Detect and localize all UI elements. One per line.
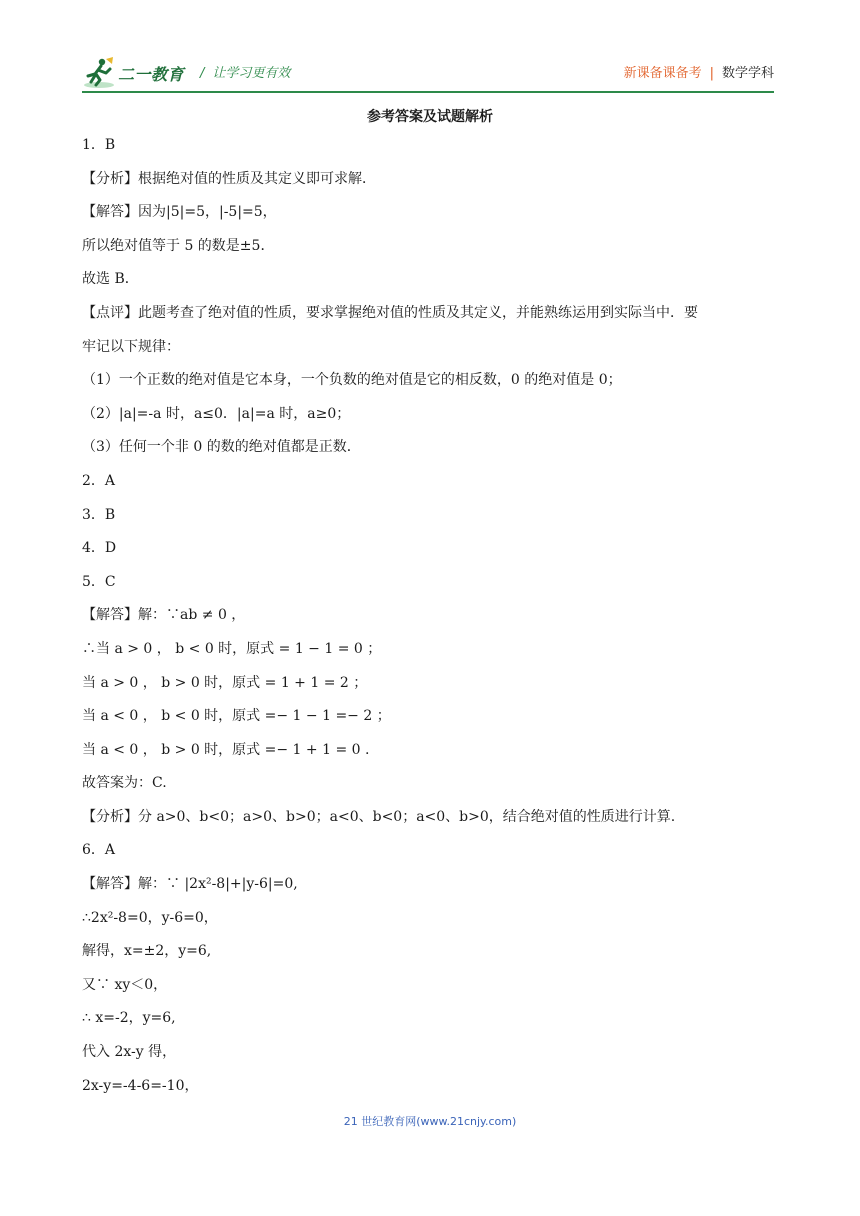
text-line: 2x-y=-4-6=-10， — [82, 1077, 199, 1094]
slogan-text: 让学习更有效 — [212, 66, 291, 81]
text-line: 故答案为：C. — [82, 775, 167, 792]
slogan-slash: / — [200, 66, 205, 81]
analysis-line: 【分析】根据绝对值的性质及其定义即可求解． — [82, 170, 376, 187]
header-course-label: 新课备课备考 — [623, 66, 702, 81]
answer-line: 5．C — [82, 573, 116, 590]
page-footer: 21 世纪教育网(www.21cnjy.com) — [343, 1115, 517, 1128]
case-line: ∴当 a > 0 ， b < 0 时，原式 = 1 − 1 = 0 ； — [82, 640, 382, 657]
rule-item: （1）一个正数的绝对值是它本身，一个负数的绝对值是它的相反数，0 的绝对值是 0； — [82, 372, 622, 389]
case-line: 当 a < 0 ， b < 0 时，原式 =− 1 − 1 =− 2 ； — [82, 708, 391, 725]
header-separator: | — [709, 66, 714, 81]
text-line: ∴ x=-2，y=6, — [82, 1010, 176, 1027]
text-line: 解得，x=±2，y=6, — [82, 943, 212, 960]
header-right — [624, 62, 774, 81]
case-line: 当 a > 0 ， b > 0 时，原式 = 1 + 1 = 2 ； — [82, 674, 368, 691]
answer-line: 4．D — [82, 540, 117, 557]
header-divider — [82, 91, 774, 93]
text-line: 代入 2x-y 得， — [82, 1044, 177, 1061]
answer-line: 3．B — [82, 506, 116, 523]
answer-line: 2．A — [82, 472, 116, 489]
text-line: 所以绝对值等于 5 的数是±5． — [82, 237, 275, 254]
slogan — [200, 62, 290, 81]
logo — [82, 56, 192, 90]
case-line: 当 a < 0 ， b > 0 时，原式 =− 1 + 1 = 0 . — [82, 741, 370, 758]
solution-line: 【解答】解：∵ab ≠ 0 ， — [82, 607, 246, 624]
solution-line: 【解答】因为|5|=5，|-5|=5， — [82, 204, 277, 221]
solution-line: 【解答】解：∵ |2x²-8|+|y-6|=0, — [82, 876, 298, 893]
running-figure-icon — [82, 56, 116, 90]
answer-content — [82, 129, 782, 1103]
page-header — [82, 56, 774, 90]
comment-line: 【点评】此题考查了绝对值的性质，要求掌握绝对值的性质及其定义，并能熟练运用到实际当中．要 — [82, 304, 698, 321]
rule-item: （2）|a|=-a 时，a≤0．|a|=a 时，a≥0； — [82, 405, 351, 422]
text-line: 故选 B． — [82, 271, 139, 288]
text-line: 又∵ xy＜0， — [82, 976, 168, 993]
text-line: ∴2x²-8=0，y-6=0， — [82, 909, 218, 926]
answer-line: 1．B — [82, 137, 116, 153]
header-subject-label: 数学学科 — [721, 66, 774, 81]
logo-text: 二一教育 — [118, 65, 185, 84]
rule-item: （3）任何一个非 0 的数的绝对值都是正数． — [82, 439, 361, 456]
page-title: 参考答案及试题解析 — [367, 109, 493, 125]
text-line: 牢记以下规律： — [82, 338, 180, 355]
analysis-line: 【分析】分 a>0、b<0；a>0、b>0；a<0、b<0；a<0、b>0，结合绝对值的性质进行计算. — [82, 808, 676, 825]
answer-line: 6．A — [82, 842, 116, 859]
